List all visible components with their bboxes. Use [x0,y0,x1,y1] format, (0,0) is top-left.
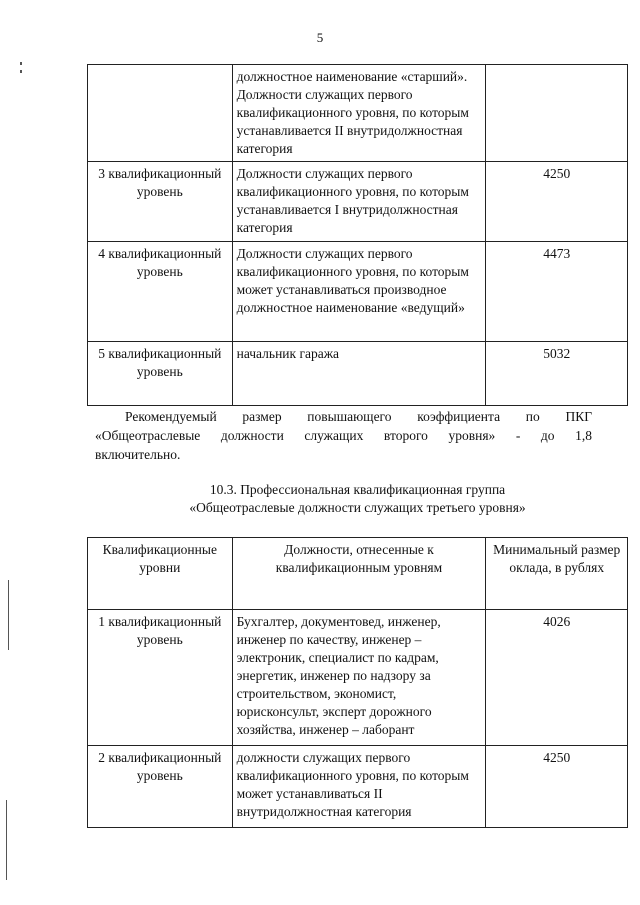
column-header-salary: Минимальный размер оклада, в рублях [486,538,628,610]
salary-table-third-level [87,537,628,828]
recommendation-line-2: «Общеотраслевые должности служащих второго уровня» - до 1,8 [95,428,592,443]
level-cell: 1 квалификационный уровень [88,610,233,746]
recommendation-line-3: включительно. [95,447,181,462]
positions-cell: начальник гаража [232,342,486,406]
scan-mark [6,800,7,880]
column-header-levels: Квалификационные уровни [88,538,233,610]
table-row [88,746,628,828]
positions-cell: Бухгалтер, документовед, инженер, инженер по качеству, инженер – электроник, специалист по кадрам, энергетик, инженер по надзору за строительством, экономист, юрисконсульт, эксперт дорожного хозяйства, инженер – лаборант [232,610,486,746]
column-header-positions: Должности, отнесенные к квалификационным уровням [232,538,486,610]
salary-cell: 4026 [486,610,628,746]
table-row [88,162,628,242]
table-row [88,610,628,746]
scan-mark [8,580,9,650]
salary-table-second-level [87,64,628,406]
level-cell: 4 квалификационный уровень [88,242,233,342]
positions-cell: Должности служащих первого квалификационного уровня, по которым устанавливается I внутридолжностная категория [232,162,486,242]
salary-cell: 4250 [486,162,628,242]
page-number: 5 [316,30,324,45]
salary-cell: 5032 [486,342,628,406]
positions-cell: Должности служащих первого квалификационного уровня, по которым может устанавливаться производное должностное наименование «ведущий» [232,242,486,342]
level-cell: 2 квалификационный уровень [88,746,233,828]
section-title-line-1: 10.3. Профессиональная квалификационная группа [209,482,506,497]
salary-cell: 4473 [486,242,628,342]
positions-cell: должности служащих первого квалификационного уровня, по которым может устанавливаться II внутридолжностная категория [232,746,486,828]
positions-cell: должностное наименование «старший». Должности служащих первого квалификационного уровня, по которым устанавливается II внутридолжностная категория [232,65,486,162]
section-title-line-2: «Общеотраслевые должности служащих третьего уровня» [189,500,526,515]
scan-mark [20,70,22,73]
table-header-row [88,538,628,610]
scan-mark [20,62,22,65]
level-cell: 5 квалификационный уровень [88,342,233,406]
salary-cell: 4250 [486,746,628,828]
recommendation-line-1: Рекомендуемый размер повышающего коэффициента по ПКГ [125,409,592,424]
level-cell [88,65,233,162]
table-row [88,65,628,162]
table-row [88,342,628,406]
salary-cell [486,65,628,162]
table-row [88,242,628,342]
level-cell: 3 квалификационный уровень [88,162,233,242]
